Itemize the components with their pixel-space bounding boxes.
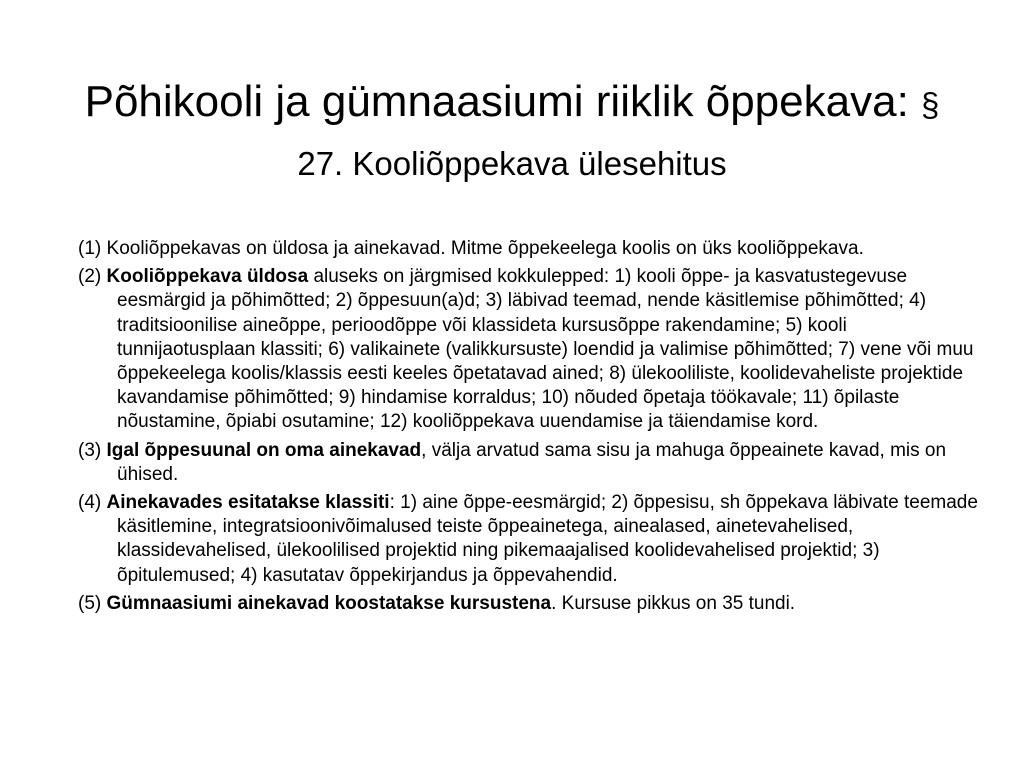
- paragraph-number: (5): [78, 592, 102, 614]
- paragraph-bold-lead: Kooliõppekava üldosa: [106, 266, 309, 288]
- paragraph-3: [78, 439, 988, 487]
- paragraph-number: (3): [78, 439, 102, 461]
- slide-title: [60, 74, 964, 192]
- paragraph-bold-lead: Igal õppesuunal on oma ainekavad: [106, 439, 422, 461]
- slide-body: [78, 237, 988, 620]
- paragraph-1: [78, 237, 988, 261]
- paragraph-bold-lead: Ainekavades esitatakse klassiti: [106, 492, 390, 514]
- title-main: Põhikooli ja gümnaasiumi riiklik õppekava:: [84, 77, 909, 126]
- paragraph-text: Kooliõppekavas on üldosa ja ainekavad. Mitme õppekeelega koolis on üks kooliõppekava.: [106, 238, 864, 259]
- paragraph-number: (1): [78, 238, 102, 259]
- paragraph-text: . Kursuse pikkus on 35 tundi.: [551, 592, 796, 614]
- paragraph-4: [78, 491, 988, 588]
- paragraph-text: : 1) aine õppe-eesmärgid; 2) õppesisu, sh õppekava läbivate teemade käsitlemine, integratsioonivõimalused teiste õppeainetega, ainealased, ainetevahelised, klassidevahelised, ülekoolilised projektid ning pikemaajalised koolidevahelised projektid; 3) õpitulemused; 4) kasutatav õppekirjandus ja õppevahendid.: [117, 492, 978, 586]
- paragraph-text: , välja arvatud sama sisu ja mahuga õppeainete kavad, mis on ühised.: [117, 439, 947, 485]
- title-subtitle: § 27. Kooliõppekava ülesehitus: [297, 86, 940, 182]
- paragraph-5: [78, 592, 988, 616]
- paragraph-text: aluseks on järgmised kokkulepped: 1) kooli õppe- ja kasvatustegevuse eesmärgid ja põhimõtted; 2) õppesuun(a)d; 3) läbivad teemad, nende käsitlemise põhimõtted; 4) traditsioonilise aineõppe, perioodõppe või klassideta kursusõppe rakendamine; 5) kooli tunnijaotusplaan klassiti; 6) valikainete (valikkursuste) loendid ja valimise põhimõtted; 7) vene või muu õppekeelega koolis/klassis eesti keeles õpetatavad ained; 8) ülekooliliste, koolidevaheliste projektide kavandamise põhimõtted; 9) hindamise korraldus; 10) nõuded õpetaja töökavale; 11) õpilaste nõustamine, õpiabi osutamine; 12) kooliõppekava uuendamise ja täiendamise kord.: [117, 266, 974, 433]
- paragraph-number: (4): [78, 492, 102, 514]
- paragraph-number: (2): [78, 266, 102, 288]
- paragraph-bold-lead: Gümnaasiumi ainekavad koostatakse kursustena: [106, 592, 552, 614]
- paragraph-2: [78, 265, 988, 434]
